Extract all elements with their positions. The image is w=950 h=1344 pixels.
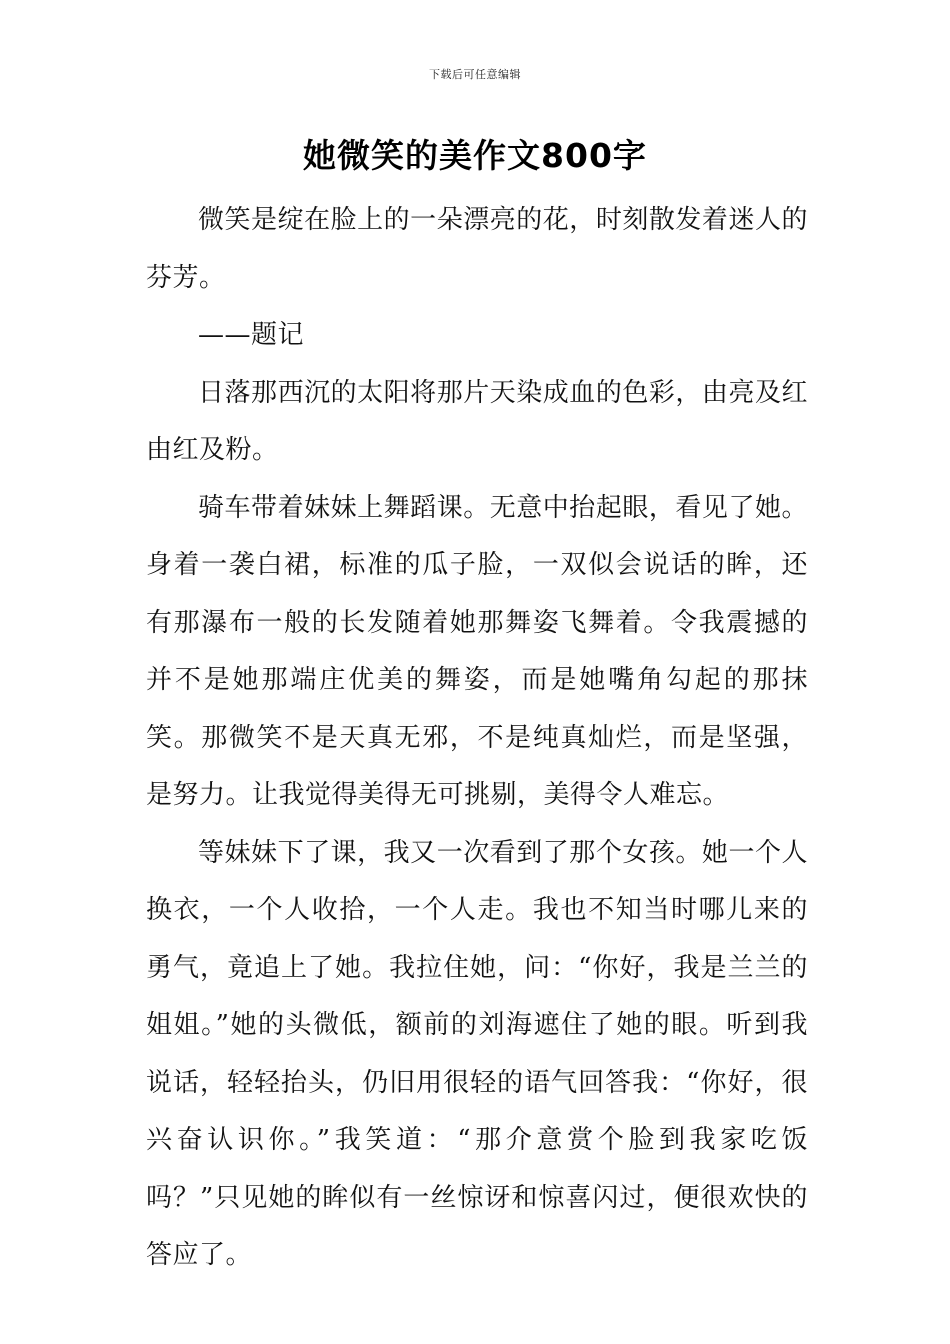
paragraph: 日落那西沉的太阳将那片天染成血的色彩，由亮及红由红及粉。 — [146, 377, 808, 465]
paragraph: 等妹妹下了课，我又一次看到了那个女孩。她一个人换衣，一个人收拾，一个人走。我也不知当时哪儿来的勇气，竟追上了她。我拉住她，问：“你好，我是兰兰的姐姐。”她的头微低，额前的刘海遮住了她的眼。听到我说话，轻轻抬头，仍旧用很轻的语气回答我：“你好，很兴奋认识你。”我笑道：“那介意赏个脸到我家吃饭吗？”只见她的眸似有一丝惊讶和惊喜闪过，便很欢快的答应了。 — [146, 837, 808, 1270]
document-body — [146, 192, 808, 1285]
document-title: 她微笑的美作文800字 — [303, 136, 647, 175]
header-note: 下载后可任意编辑 — [429, 68, 521, 81]
paragraph: 微笑是绽在脸上的一朵漂亮的花，时刻散发着迷人的芬芳。 — [146, 205, 808, 293]
paragraph-epigraph-attribution: ——题记 — [198, 320, 305, 350]
paragraph: 骑车带着妹妹上舞蹈课。无意中抬起眼，看见了她。身着一袭白裙，标准的瓜子脸，一双似会说话的眸，还有那瀑布一般的长发随着她那舞姿飞舞着。令我震撼的并不是她那端庄优美的舞姿，而是她嘴角勾起的那抹笑。那微笑不是天真无邪，不是纯真灿烂，而是坚强，是努力。让我觉得美得无可挑剔，美得令人难忘。 — [146, 492, 808, 810]
